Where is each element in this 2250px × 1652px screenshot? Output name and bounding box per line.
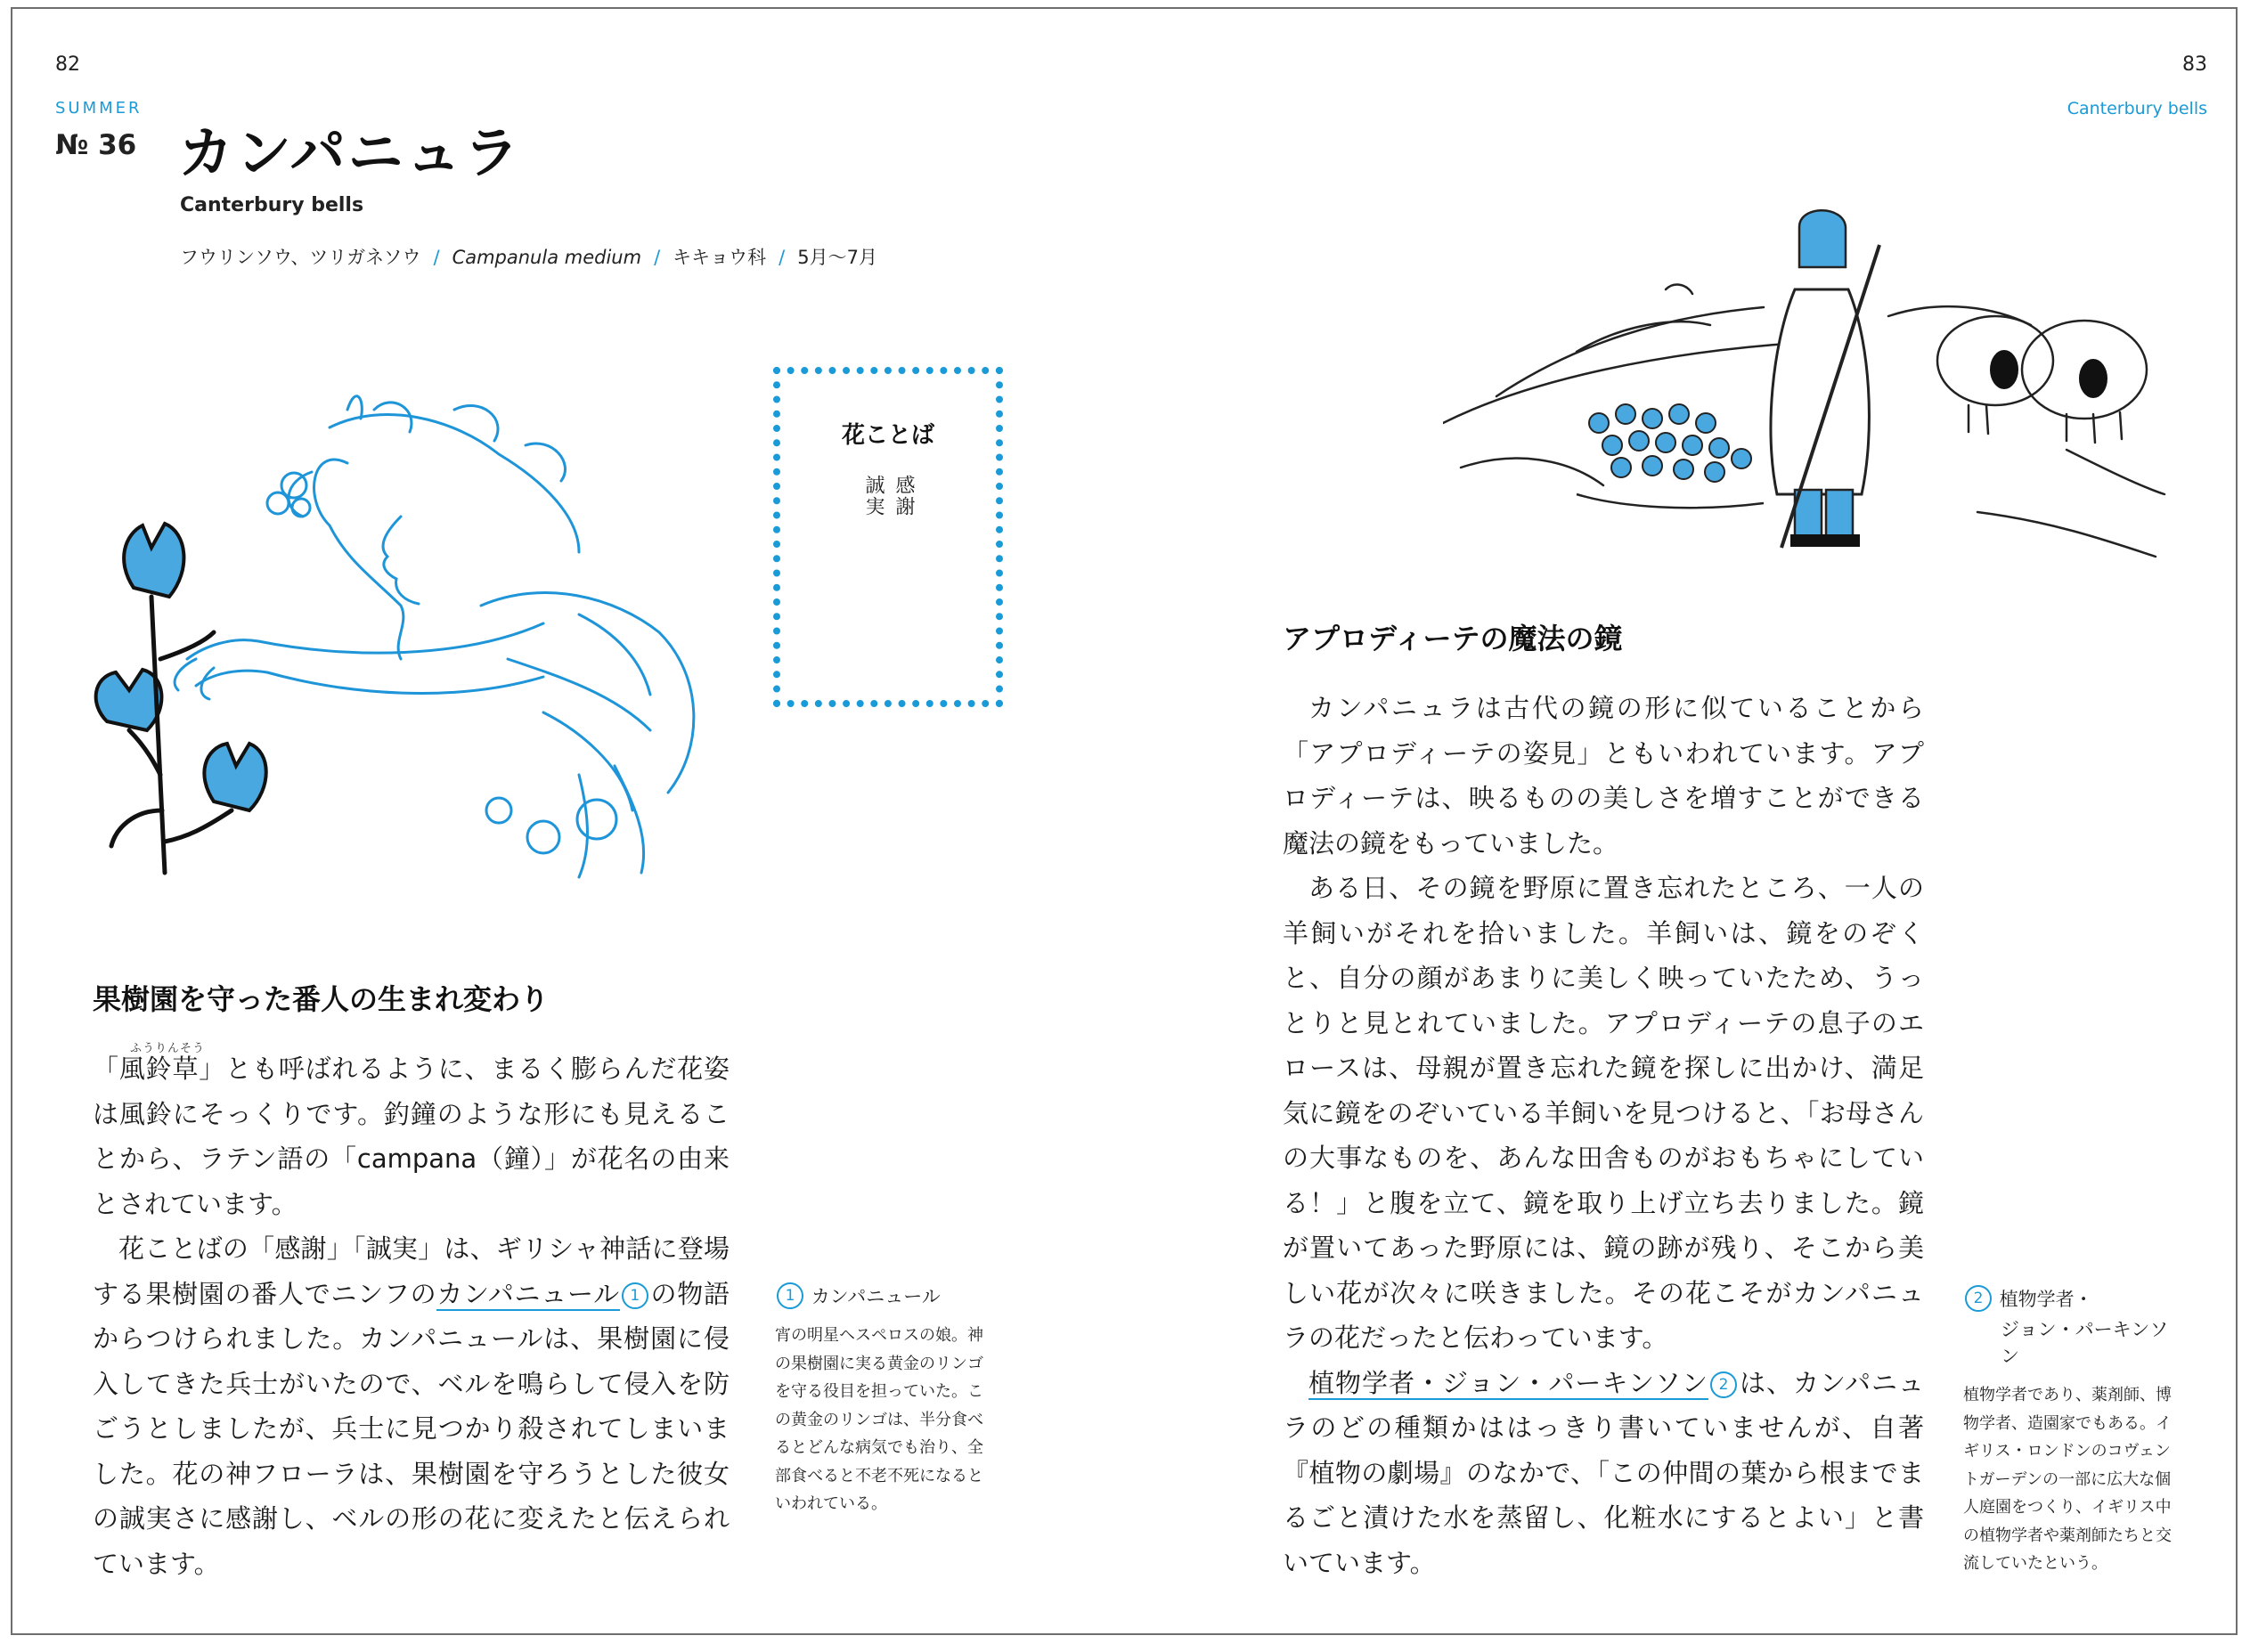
meta-scientific-name: Campanula medium (452, 247, 642, 268)
left-section-heading: 果樹園を守った番人の生まれ変わり (93, 982, 550, 1016)
hanakotoba-word-2: 誠実 (862, 475, 885, 517)
meta-family: キキョウ科 (673, 247, 767, 268)
left-body-text (93, 1046, 730, 1586)
right-section-heading: アプロディーテの魔法の鏡 (1283, 622, 1623, 655)
entry-number: № 36 (55, 129, 137, 161)
left-paragraph-2: 花ことばの「感謝」「誠実」は、ギリシャ神話に登場する果樹園の番人でニンフのカンパニュール 1 の物語からつけられました。カンパニュールは、果樹園に侵入してきた兵士がいたので、ベルを鳴らして侵入を防ごうとしましたが、兵士に見つかり殺されてしまいました。花の神フローラは、果樹園を守ろうとした彼女の誠実さに感謝し、ベルの形の花に変えたと伝えられています。 (93, 1233, 730, 1579)
side-note-campanule (775, 1282, 985, 1518)
meta-season: 5月〜7月 (797, 247, 877, 268)
note-body-1: 宵の明星ヘスペロスの娘。神の果樹園に実る黄金のリンゴを守る役目を担っていた。この黄金のリンゴは、半分食べるとどんな病気でも治り、全部食べると不老不死になるといわれている。 (775, 1326, 983, 1513)
left-page-number: 82 (55, 53, 80, 76)
english-name: Canterbury bells (180, 194, 364, 216)
page-title: カンパニュラ (178, 120, 522, 185)
right-paragraph-1: カンパニュラは古代の鏡の形に似ていることから「アプロディーテの姿見」ともいわれています。アプロディーテは、映るものの美しさを増すことができる魔法の鏡をもっていました。 (1283, 693, 1924, 859)
right-paragraph-3: 植物学者・ジョン・パーキンソン 2 は、カンパニュラのどの種類かははっきり書いていませんが、自著『植物の劇場』のなかで、「この仲間の葉から根までまるごと漬けた水を蒸留し、化粧水にするとよい」と書いています。 (1283, 1367, 1924, 1578)
note-title-2b: ジョン・パーキンソン (2001, 1319, 2169, 1367)
hanakotoba-word-1: 感謝 (893, 475, 915, 517)
season-label: SUMMER (55, 99, 143, 118)
note-marker-1: 1 (777, 1282, 803, 1309)
right-page-number: 83 (2182, 53, 2207, 76)
note-title-2a: 植物学者・ (1999, 1289, 2093, 1310)
note-marker-2: 2 (1965, 1285, 1992, 1312)
note-body-2: 植物学者であり、薬剤師、博物学者、造園家でもある。イギリス・ロンドンのコヴェントガーデンの一部に広大な個人庭園をつくり、イギリス中の植物学者や薬剤師たちと交流していたという。 (1963, 1386, 2172, 1573)
term-john-parkinson: 植物学者・ジョン・パーキンソン (1308, 1367, 1709, 1398)
side-note-parkinson (1963, 1285, 2181, 1578)
hanakotoba-label: 花ことば (841, 422, 934, 449)
nymph-with-bellflowers-illustration (80, 392, 864, 891)
note-mark-1: 1 (622, 1282, 648, 1309)
right-body-text (1283, 686, 1924, 1585)
note-title-1: カンパニュール (811, 1286, 941, 1307)
hanakotoba-box (773, 367, 1003, 707)
right-english-name: Canterbury bells (2067, 99, 2207, 118)
left-paragraph-1: 「風鈴草」とも呼ばれるように、まるく膨らんだ花姿は風鈴にそっくりです。釣鐘のような形にも見えることから、ラテン語の「campana（鐘）」が花名の由来とされています。 (93, 1054, 730, 1219)
shepherd-and-sheep-illustration (1443, 200, 2173, 574)
right-paragraph-2: ある日、その鏡を野原に置き忘れたところ、一人の羊飼いがそれを拾いました。羊飼いは、鏡をのぞくと、自分の顔があまりに美しく映っていたため、うっとりと見とれていました。アプロディーテの息子のエロースは、母親が置き忘れた鏡を探しに出かけ、満足気に鏡をのぞいている羊飼いを見つけると、「お母さんの大事なものを、あんな田舎ものがおもちゃにしている！」と腹を立て、鏡を取り上げ立ち去りました。鏡が置いてあった野原には、鏡の跡が残り、そこから美しい花が次々に咲きました。その花こそがカンパニュラの花だったと伝わっています。 (1283, 873, 1924, 1353)
meta-aliases: フウリンソウ、ツリガネソウ (180, 247, 421, 268)
term-campanule: カンパニュール (436, 1278, 620, 1309)
ruby-furigana: ふうりんそう (130, 1042, 206, 1055)
note-mark-2: 2 (1710, 1371, 1737, 1398)
plant-meta: フウリンソウ、ツリガネソウ / Campanula medium / キキョウ科 / 5月〜7月 (180, 247, 877, 268)
